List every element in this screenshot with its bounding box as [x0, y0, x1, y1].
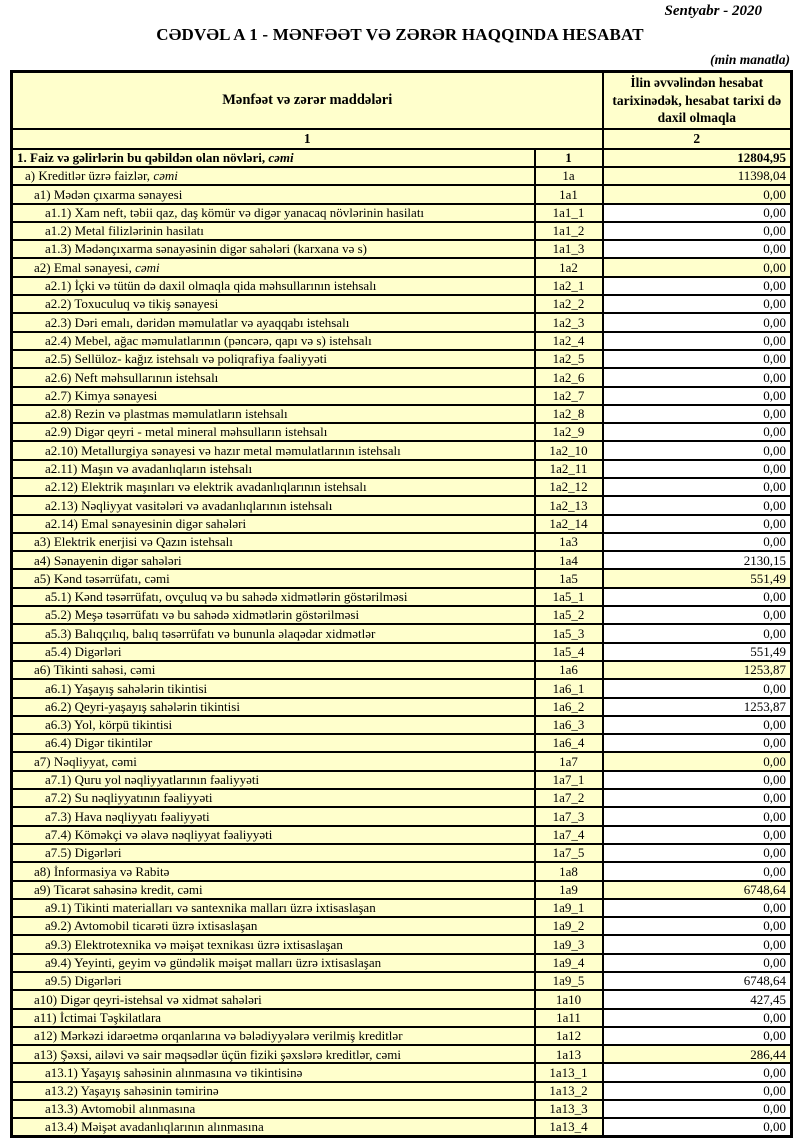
row-value-cell[interactable]: 0,00: [603, 624, 792, 642]
table-header-row: [12, 72, 792, 129]
row-label-text: a1) Mədən çıxarma sənayesi: [34, 186, 183, 202]
row-label-text: a5.1) Kənd təsərrüfatı, ovçuluq və bu sahədə xidmətlərin göstərilməsi: [45, 589, 408, 605]
table-row: [12, 661, 792, 679]
table-row: [12, 1063, 792, 1081]
row-value-cell[interactable]: 0,00: [603, 1082, 792, 1100]
table-row: [12, 515, 792, 533]
row-value-cell: 11398,04: [603, 167, 792, 185]
row-label-text: a7) Nəqliyyat, cəmi: [34, 753, 137, 769]
row-label-cell: [12, 826, 535, 844]
row-label-text: a6.2) Qeyri-yaşayış sahələrin tikintisi: [45, 698, 240, 714]
row-value-cell[interactable]: 0,00: [603, 899, 792, 917]
row-label-text: a1.2) Metal filizlərinin hasilatı: [45, 223, 204, 239]
row-label-cell: [12, 1027, 535, 1045]
row-value-cell[interactable]: 0,00: [603, 716, 792, 734]
row-label-text: a5) Kənd təsərrüfatı, cəmi: [34, 570, 170, 586]
row-label-text: a12) Mərkəzi idarəetmə orqanlarına və bələdiyyələrə verilmiş kreditlər: [34, 1028, 403, 1044]
table-row: [12, 881, 792, 899]
row-value-cell[interactable]: 0,00: [603, 917, 792, 935]
table-row: [12, 368, 792, 386]
row-value-cell[interactable]: 0,00: [603, 862, 792, 880]
row-code-cell: 1a2_5: [535, 350, 603, 368]
row-code-cell: 1a7_2: [535, 789, 603, 807]
table-row: [12, 826, 792, 844]
row-value-cell[interactable]: 0,00: [603, 1009, 792, 1027]
row-label-cell: [12, 990, 535, 1008]
row-label-text: a13.1) Yaşayış sahəsinin alınmasına və tikintisinə: [45, 1064, 303, 1080]
row-label-text: a1.3) Mədənçıxarma sənayəsinin digər sahələri (karxana və s): [45, 241, 367, 257]
row-label-text: a2.6) Neft məhsullarının istehsalı: [45, 369, 219, 385]
table-row: [12, 496, 792, 514]
row-label-text: a6) Tikinti sahəsi, cəmi: [34, 662, 156, 678]
row-value-cell[interactable]: 0,00: [603, 954, 792, 972]
row-code-cell: 1a5_4: [535, 643, 603, 661]
table-row: [12, 1027, 792, 1045]
row-code-cell: 1a7_5: [535, 844, 603, 862]
row-value-cell: 551,49: [603, 569, 792, 587]
table-row: [12, 478, 792, 496]
row-label-cell: [12, 771, 535, 789]
row-label-text: a2.3) Dəri emalı, dəridən məmulatlar və ayaqqabı istehsalı: [45, 314, 350, 330]
row-label-text: a13) Şəxsi, ailəvi və sair məqsədlər üçün fiziki şəxslərə kreditlər, cəmi: [34, 1046, 401, 1062]
row-value-cell[interactable]: 0,00: [603, 204, 792, 222]
row-value-cell[interactable]: 0,00: [603, 807, 792, 825]
row-label-cell: [12, 167, 535, 185]
column-header-value: İlin əvvəlindən hesabat tarixinədək, hesabat tarixi də daxil olmaqla: [603, 72, 792, 129]
row-label-text: a2.10) Metallurgiya sənayesi və hazır metal məmulatlarının istehsalı: [45, 442, 401, 458]
row-label-text: a6.4) Digər tikintilər: [45, 735, 153, 751]
column-number-value: 2: [603, 129, 792, 149]
row-code-cell: 1a2_8: [535, 405, 603, 423]
report-table-body: [12, 149, 792, 1137]
row-label-italic-text: cəmi: [135, 259, 160, 275]
row-label-cell: [12, 460, 535, 478]
table-row: [12, 405, 792, 423]
row-label-cell: [12, 643, 535, 661]
table-row: [12, 789, 792, 807]
row-code-cell: 1a5_1: [535, 588, 603, 606]
row-value-cell[interactable]: 0,00: [603, 277, 792, 295]
row-label-text: a13.2) Yaşayış sahəsinin təmirinə: [45, 1083, 219, 1099]
row-label-text: a2) Emal sənayesi,: [34, 259, 136, 275]
row-value-cell[interactable]: 0,00: [603, 679, 792, 697]
table-row: [12, 551, 792, 569]
row-value-cell[interactable]: 0,00: [603, 295, 792, 313]
row-label-text: a9) Ticarət sahəsinə kredit, cəmi: [34, 881, 203, 897]
row-code-cell: 1a13_2: [535, 1082, 603, 1100]
row-label-cell: [12, 698, 535, 716]
row-value-cell[interactable]: 2130,15: [603, 551, 792, 569]
row-label-cell: [12, 716, 535, 734]
row-label-cell: [12, 368, 535, 386]
row-code-cell: 1a2_9: [535, 423, 603, 441]
table-row: [12, 167, 792, 185]
row-label-text: a2.11) Maşın və avadanlıqların istehsalı: [45, 461, 253, 477]
row-value-cell[interactable]: 0,00: [603, 826, 792, 844]
row-label-cell: [12, 588, 535, 606]
row-value-cell[interactable]: 0,00: [603, 240, 792, 258]
table-row: [12, 679, 792, 697]
row-code-cell: 1a5_2: [535, 606, 603, 624]
table-row: [12, 624, 792, 642]
row-code-cell: 1a7_1: [535, 771, 603, 789]
row-label-cell: [12, 313, 535, 331]
row-label-cell: [12, 478, 535, 496]
row-code-cell: 1a9_2: [535, 917, 603, 935]
report-period: Sentyabr - 2020: [664, 3, 762, 19]
row-label-text: a4) Sənayenin digər sahələri: [34, 552, 182, 568]
row-label-cell: [12, 222, 535, 240]
row-value-cell[interactable]: 0,00: [603, 423, 792, 441]
row-label-text: a3) Elektrik enerjisi və Qazın istehsalı: [34, 534, 233, 550]
row-value-cell[interactable]: 0,00: [603, 771, 792, 789]
row-code-cell: 1a6_1: [535, 679, 603, 697]
row-code-cell: 1a2_11: [535, 460, 603, 478]
row-code-cell: 1a1: [535, 185, 603, 203]
row-value-cell[interactable]: 0,00: [603, 478, 792, 496]
table-row: [12, 606, 792, 624]
row-code-cell: 1a8: [535, 862, 603, 880]
row-value-cell[interactable]: 551,49: [603, 643, 792, 661]
table-row: [12, 204, 792, 222]
table-row: [12, 752, 792, 770]
row-label-text: a5.3) Balıqçılıq, balıq təsərrüfatı və bununla əlaqədar xidmətlər: [45, 625, 376, 641]
row-label-cell: [12, 533, 535, 551]
table-row: [12, 441, 792, 459]
row-label-text: a9.1) Tikinti materialları və santexnika malları üzrə ixtisaslaşan: [45, 900, 376, 916]
row-label-cell: [12, 789, 535, 807]
row-value-cell[interactable]: 0,00: [603, 441, 792, 459]
table-row: [12, 588, 792, 606]
row-value-cell[interactable]: 0,00: [603, 313, 792, 331]
row-code-cell: 1a2_3: [535, 313, 603, 331]
row-value-cell: 286,44: [603, 1045, 792, 1063]
row-code-cell: 1a9_3: [535, 935, 603, 953]
table-row: [12, 990, 792, 1008]
row-value-cell[interactable]: 0,00: [603, 496, 792, 514]
row-label-text: a2.5) Sellüloz- kağız istehsalı və poliqrafiya fəaliyyəti: [45, 351, 327, 367]
row-code-cell: 1a2_6: [535, 368, 603, 386]
row-label-text: a9.4) Yeyinti, geyim və gündəlik məişət malları üzrə ixtisaslaşan: [45, 955, 382, 971]
row-value-cell[interactable]: 0,00: [603, 588, 792, 606]
row-label-text: a7.2) Su nəqliyyatının fəaliyyəti: [45, 790, 213, 806]
row-value-cell[interactable]: 0,00: [603, 789, 792, 807]
table-row: [12, 954, 792, 972]
row-code-cell: 1a10: [535, 990, 603, 1008]
row-value-cell[interactable]: 1253,87: [603, 698, 792, 716]
row-label-text: a5.2) Meşə təsərrüfatı və bu sahədə xidmətlərin göstərilməsi: [45, 607, 360, 623]
table-row: [12, 807, 792, 825]
table-row: [12, 295, 792, 313]
row-label-cell: [12, 972, 535, 990]
row-value-cell[interactable]: 0,00: [603, 1100, 792, 1118]
row-code-cell: 1a9_1: [535, 899, 603, 917]
row-label-cell: [12, 277, 535, 295]
table-row: [12, 935, 792, 953]
row-label-cell: [12, 1009, 535, 1027]
row-label-text: a7.4) Köməkçi və əlavə nəqliyyat fəaliyyəti: [45, 826, 273, 842]
row-label-text: a7.1) Quru yol nəqliyyatlarının fəaliyyəti: [45, 772, 260, 788]
table-row: [12, 771, 792, 789]
column-number-row: [12, 129, 792, 149]
row-label-text: a5.4) Digərləri: [45, 643, 122, 659]
table-row: [12, 698, 792, 716]
row-code-cell: 1a6_3: [535, 716, 603, 734]
row-value-cell[interactable]: 0,00: [603, 1063, 792, 1081]
row-label-cell: [12, 332, 535, 350]
row-label-cell: [12, 917, 535, 935]
row-value-cell[interactable]: 0,00: [603, 350, 792, 368]
row-label-cell: [12, 1045, 535, 1063]
table-row: [12, 258, 792, 276]
row-code-cell: 1a13_1: [535, 1063, 603, 1081]
row-value-cell[interactable]: 0,00: [603, 460, 792, 478]
table-row: [12, 240, 792, 258]
row-label-cell: [12, 569, 535, 587]
row-code-cell: 1a: [535, 167, 603, 185]
row-value-cell: 0,00: [603, 258, 792, 276]
row-value-cell[interactable]: 0,00: [603, 935, 792, 953]
row-value-cell[interactable]: 0,00: [603, 1118, 792, 1136]
row-label-cell: [12, 844, 535, 862]
row-label-text: a7.3) Hava nəqliyyatı fəaliyyəti: [45, 808, 210, 824]
row-label-text: a2.9) Digər qeyri - metal mineral məhsulların istehsalı: [45, 424, 328, 440]
row-code-cell: 1a9_4: [535, 954, 603, 972]
table-row: [12, 844, 792, 862]
row-label-text: a8) İnformasiya və Rabitə: [34, 863, 170, 879]
row-code-cell: 1a1_1: [535, 204, 603, 222]
row-label-text: a1.1) Xam neft, təbii qaz, daş kömür və digər yanacaq növlərinin hasilatı: [45, 204, 425, 220]
row-label-text: a7.5) Digərləri: [45, 845, 122, 861]
row-label-cell: [12, 679, 535, 697]
table-row: [12, 899, 792, 917]
row-code-cell: 1a6: [535, 661, 603, 679]
row-code-cell: 1a2_14: [535, 515, 603, 533]
row-value-cell[interactable]: 6748,64: [603, 972, 792, 990]
row-code-cell: 1a13: [535, 1045, 603, 1063]
table-row: [12, 917, 792, 935]
table-row: [12, 423, 792, 441]
row-label-cell: [12, 496, 535, 514]
row-label-cell: [12, 1082, 535, 1100]
row-code-cell: 1a3: [535, 533, 603, 551]
row-label-cell: [12, 862, 535, 880]
row-label-text: a9.5) Digərləri: [45, 973, 122, 989]
row-label-cell: [12, 551, 535, 569]
row-label-cell: [12, 734, 535, 752]
row-label-cell: [12, 295, 535, 313]
row-label-cell: [12, 240, 535, 258]
row-value-cell: 0,00: [603, 185, 792, 203]
table-row: [12, 1045, 792, 1063]
row-label-cell: [12, 441, 535, 459]
row-code-cell: 1a1_3: [535, 240, 603, 258]
row-code-cell: 1a4: [535, 551, 603, 569]
row-code-cell: 1a2_2: [535, 295, 603, 313]
row-value-cell[interactable]: 0,00: [603, 332, 792, 350]
row-label-text: a13.4) Məişət avadanlıqlarının alınmasına: [45, 1119, 264, 1135]
row-label-cell: [12, 954, 535, 972]
row-label-cell: [12, 149, 535, 167]
unit-note: (min manatla): [710, 52, 790, 67]
row-code-cell: 1a2_7: [535, 387, 603, 405]
row-code-cell: 1a9_5: [535, 972, 603, 990]
row-label-text: a2.8) Rezin və plastmas məmulatların istehsalı: [45, 406, 288, 422]
row-label-italic-text: cəmi: [268, 149, 294, 165]
row-label-cell: [12, 661, 535, 679]
row-code-cell: 1a5_3: [535, 624, 603, 642]
row-code-cell: 1a2_10: [535, 441, 603, 459]
row-code-cell: 1a7: [535, 752, 603, 770]
row-label-cell: [12, 899, 535, 917]
row-code-cell: 1a1_2: [535, 222, 603, 240]
row-label-text: a6.1) Yaşayış sahələrin tikintisi: [45, 680, 208, 696]
row-label-cell: [12, 935, 535, 953]
row-label-cell: [12, 387, 535, 405]
row-label-cell: [12, 1063, 535, 1081]
row-value-cell: 6748,64: [603, 881, 792, 899]
row-label-text: a) Kreditlər üzrə faizlər,: [25, 168, 154, 184]
row-value-cell[interactable]: 0,00: [603, 1027, 792, 1045]
table-row: [12, 716, 792, 734]
row-label-text: a2.4) Mebel, ağac məmulatlarının (pəncərə, qapı və s) istehsalı: [45, 332, 372, 348]
row-value-cell[interactable]: 0,00: [603, 387, 792, 405]
row-code-cell: 1a11: [535, 1009, 603, 1027]
table-row: [12, 460, 792, 478]
row-label-text: a2.13) Nəqliyyat vasitələri və avadanlıqlarının istehsalı: [45, 497, 333, 513]
row-label-cell: [12, 258, 535, 276]
row-value-cell[interactable]: 0,00: [603, 844, 792, 862]
table-row: [12, 332, 792, 350]
row-label-cell: [12, 350, 535, 368]
row-code-cell: 1a5: [535, 569, 603, 587]
table-row: [12, 972, 792, 990]
row-value-cell[interactable]: 0,00: [603, 734, 792, 752]
table-row: [12, 734, 792, 752]
report-page: [0, 3, 800, 1138]
column-number-items: 1: [12, 129, 603, 149]
table-row: [12, 533, 792, 551]
row-value-cell: 12804,95: [603, 149, 792, 167]
row-code-cell: 1a6_4: [535, 734, 603, 752]
row-label-text: a9.2) Avtomobil ticarəti üzrə ixtisaslaşan: [45, 918, 258, 934]
row-label-text: a6.3) Yol, körpü tikintisi: [45, 717, 173, 733]
row-label-text: 1. Faiz və gəlirlərin bu qəbildən olan növləri,: [17, 149, 269, 165]
table-row: [12, 313, 792, 331]
row-code-cell: 1a9: [535, 881, 603, 899]
row-code-cell: 1a12: [535, 1027, 603, 1045]
row-label-cell: [12, 606, 535, 624]
row-code-cell: 1a2_12: [535, 478, 603, 496]
row-value-cell[interactable]: 0,00: [603, 606, 792, 624]
row-label-text: a10) Digər qeyri-istehsal və xidmət sahələri: [34, 991, 262, 1007]
row-label-cell: [12, 881, 535, 899]
row-value-cell: 0,00: [603, 752, 792, 770]
row-label-cell: [12, 1100, 535, 1118]
row-label-cell: [12, 185, 535, 203]
table-row: [12, 277, 792, 295]
row-code-cell: 1a2_13: [535, 496, 603, 514]
table-row: [12, 1118, 792, 1136]
row-value-cell[interactable]: 0,00: [603, 515, 792, 533]
row-value-cell[interactable]: 427,45: [603, 990, 792, 1008]
row-label-cell: [12, 515, 535, 533]
table-row: [12, 1009, 792, 1027]
row-code-cell: 1a2_4: [535, 332, 603, 350]
row-label-text: a2.2) Toxuculuq və tikiş sənayesi: [45, 296, 219, 312]
table-row: [12, 185, 792, 203]
row-code-cell: 1a6_2: [535, 698, 603, 716]
table-row: [12, 862, 792, 880]
row-label-text: a2.7) Kimya sənayesi: [45, 387, 158, 403]
row-value-cell[interactable]: 0,00: [603, 368, 792, 386]
page-title: CƏDVƏL A 1 - MƏNFƏƏT VƏ ZƏRƏR HAQQINDA HESABAT: [156, 25, 644, 44]
row-label-text: a9.3) Elektrotexnika və məişət texnikası üzrə ixtisaslaşan: [45, 936, 343, 952]
row-value-cell[interactable]: 0,00: [603, 222, 792, 240]
row-label-text: a2.1) İçki və tütün də daxil olmaqla qida məhsullarının istehsalı: [45, 278, 377, 294]
row-label-cell: [12, 807, 535, 825]
row-code-cell: 1a2: [535, 258, 603, 276]
row-label-cell: [12, 423, 535, 441]
column-header-items: Mənfəət və zərər maddələri: [12, 72, 603, 129]
table-row: [12, 387, 792, 405]
row-code-cell: 1a13_4: [535, 1118, 603, 1136]
row-label-cell: [12, 204, 535, 222]
table-row: [12, 222, 792, 240]
row-label-italic-text: cəmi: [153, 168, 178, 184]
table-row: [12, 1100, 792, 1118]
row-value-cell: 1253,87: [603, 661, 792, 679]
row-label-text: a13.3) Avtomobil alınmasına: [45, 1101, 196, 1117]
row-code-cell: 1a7_3: [535, 807, 603, 825]
row-label-text: a2.14) Emal sənayesinin digər sahələri: [45, 515, 247, 531]
table-row: [12, 643, 792, 661]
row-label-cell: [12, 405, 535, 423]
row-label-text: a2.12) Elektrik maşınları və elektrik avadanlıqlarının istehsalı: [45, 479, 367, 495]
report-table: [10, 70, 793, 1138]
row-code-cell: 1a7_4: [535, 826, 603, 844]
row-code-cell: 1a2_1: [535, 277, 603, 295]
row-label-text: a11) İctimai Təşkilatlara: [34, 1009, 162, 1025]
row-label-cell: [12, 1118, 535, 1136]
table-row: [12, 1082, 792, 1100]
table-row: [12, 569, 792, 587]
row-value-cell[interactable]: 0,00: [603, 405, 792, 423]
row-label-cell: [12, 624, 535, 642]
row-label-cell: [12, 752, 535, 770]
row-value-cell[interactable]: 0,00: [603, 533, 792, 551]
table-row: [12, 149, 792, 167]
row-code-cell: 1a13_3: [535, 1100, 603, 1118]
table-row: [12, 350, 792, 368]
row-code-cell: 1: [535, 149, 603, 167]
